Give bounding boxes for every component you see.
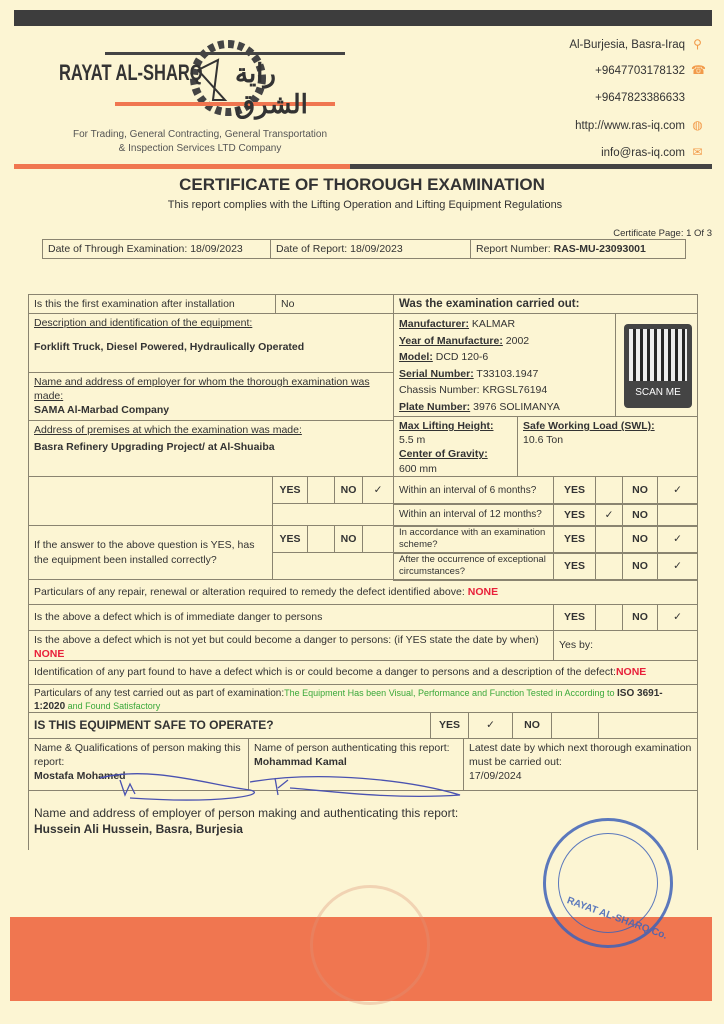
contact-address (569, 38, 704, 51)
installed-yes-label: YES (272, 525, 308, 553)
safe-no-box[interactable] (551, 712, 599, 739)
qr-cell (615, 313, 698, 417)
qr-pattern-icon (629, 329, 687, 381)
employer-label: Name and address of employer for whom the thorough examination was made: (34, 376, 370, 403)
report-number-value: RAS-MU-23093001 (553, 243, 646, 255)
blank-cell (28, 476, 273, 526)
interval-yes-label: YES (553, 525, 596, 554)
cog-value: 600 mm (399, 462, 437, 475)
identification-label: Identification of any part found to have a defect which is or could become a danger to persons and a description of the defect: (34, 666, 616, 679)
tagline-line2: & Inspection Services LTD Company (118, 143, 282, 154)
interval-yes-box[interactable] (595, 525, 623, 554)
interval-question: Within an interval of 12 months? (393, 503, 554, 527)
interval-yes-label: YES (553, 476, 596, 505)
company-stamp (543, 818, 673, 948)
next-date: 17/09/2024 (469, 770, 522, 783)
report-number-label: Report Number: (476, 243, 554, 255)
installed-question: If the answer to the above question is YES, has the equipment been installed correctly? (28, 525, 273, 580)
brand-name-ar: راية الشرق (235, 58, 308, 119)
test-result: and Found Satisfactory (65, 701, 161, 711)
website-link[interactable]: http://www.ras-iq.com (575, 119, 685, 132)
identification-value: NONE (615, 666, 647, 679)
certificate-subtitle: This report complies with the Lifting Operation and Lifting Equipment Regulations (167, 199, 563, 211)
watermark-seal (310, 885, 430, 1005)
contact-website[interactable] (575, 119, 704, 132)
yes-by-field[interactable]: Yes by: (553, 630, 698, 661)
interval-no-label: NO (622, 503, 658, 527)
phone2-text: +9647823386633 (595, 92, 685, 104)
tagline (40, 128, 360, 156)
model-label: Model: (399, 351, 433, 363)
interval-no-checkbox[interactable]: ✓ (657, 525, 698, 554)
interval-question: After the occurrence of exceptional circumstances? (393, 552, 554, 581)
employer-section (28, 372, 394, 421)
immediate-no-checkbox[interactable]: ✓ (657, 604, 698, 631)
premises-section (28, 420, 394, 477)
logo (55, 30, 355, 130)
interval-no-label: NO (622, 476, 658, 505)
employer-value: SAMA Al-Marbad Company (34, 404, 170, 417)
qr-code[interactable] (624, 324, 692, 408)
future-value: NONE (34, 648, 65, 661)
safe-yes-checkbox[interactable]: ✓ (468, 712, 513, 739)
email-link[interactable]: info@ras-iq.com (601, 146, 685, 159)
phone1-text: +9647703178132 (595, 64, 685, 77)
swl-cell (517, 416, 698, 477)
stamp-text: RAYAT AL-SHARQ Co. (565, 895, 669, 942)
blank-cell (272, 552, 394, 580)
test-row (28, 684, 698, 713)
interval-no-checkbox[interactable]: ✓ (657, 476, 698, 505)
first-no-label: NO (334, 476, 363, 504)
contact-phone2 (595, 92, 685, 104)
divider-orange (14, 164, 350, 169)
equipment-specs (393, 313, 616, 417)
next-label: Latest date by which next thorough examination must be carried out: (469, 742, 692, 769)
future-label: Is the above a defect which is not yet but could become a danger to persons: (if YES state the date by when) (34, 634, 539, 646)
exam-date: Date of Through Examination: 18/09/2023 (42, 239, 271, 259)
year-label: Year of Manufacture: (399, 334, 503, 347)
interval-no-label: NO (622, 525, 658, 554)
interval-no-checkbox[interactable]: ✓ (657, 552, 698, 581)
installed-yes-box[interactable] (307, 525, 335, 553)
location-pin-icon: ⚲ (693, 37, 702, 51)
interval-yes-box[interactable] (595, 552, 623, 581)
signatures (90, 760, 490, 810)
blank-cell (598, 712, 698, 739)
model-value: DCD 120-6 (432, 351, 489, 363)
first-yes-box[interactable] (307, 476, 335, 504)
repair-value: NONE (467, 585, 499, 598)
manufacturer-label: Manufacturer: (399, 318, 470, 330)
blank-cell (272, 503, 394, 526)
swl-label: Safe Working Load (SWL): (523, 420, 655, 432)
installed-no-label: NO (334, 525, 363, 553)
manufacturer-value: KALMAR (469, 318, 516, 330)
envelope-icon: ✉ (692, 145, 703, 159)
repair-label: Particulars of any repair, renewal or alteration required to remedy the defect identified above: (34, 585, 465, 598)
interval-yes-label: YES (553, 503, 596, 527)
carried-out-heading: Was the examination carried out: (393, 294, 698, 314)
immediate-yes-label: YES (553, 604, 596, 631)
top-dark-bar (14, 10, 712, 26)
interval-yes-box[interactable] (595, 476, 623, 505)
maker-label: Name & Qualifications of person making this report: (34, 742, 241, 769)
contact-email[interactable] (601, 146, 704, 159)
safe-no-label: NO (512, 712, 552, 739)
safe-question: IS THIS EQUIPMENT SAFE TO OPERATE? (28, 712, 431, 739)
plate-value: 3976 SOLIMANYA (470, 400, 560, 413)
chassis-number: Chassis Number: KRGSL76194 (399, 384, 548, 396)
first-exam-value: No (275, 294, 394, 314)
report-number (470, 239, 686, 259)
interval-question: In accordance with an examination scheme? (393, 525, 554, 554)
identification-row (28, 660, 698, 685)
safe-yes-label: YES (430, 712, 469, 739)
immediate-yes-box[interactable] (595, 604, 623, 631)
interval-no-box[interactable] (657, 503, 698, 527)
scan-me-label: SCAN ME (635, 387, 681, 398)
test-label: Particulars of any test carried out as part of examination: (34, 688, 285, 699)
brand-name-en: RAYAT AL-SHARQ (59, 60, 203, 85)
employer-person-label: Name and address of employer of person making and authenticating this report: (34, 806, 459, 820)
cog-label: Center of Gravity: (399, 448, 488, 461)
year-value: 2002 (502, 334, 530, 347)
serial-label: Serial Number: (399, 367, 474, 380)
test-standard: ISO 3691-1:2020 (34, 688, 663, 712)
desc-label: Description and identification of the equipment: (34, 317, 253, 329)
first-exam-label: Is this the first examination after installation (28, 294, 276, 314)
globe-icon: ◍ (692, 118, 703, 132)
contact-phone1 (595, 64, 704, 77)
telephone-icon: ☎ (691, 63, 706, 77)
certificate-title: CERTIFICATE OF THOROUGH EXAMINATION (179, 175, 545, 194)
employer-person-value: Hussein Ali Hussein, Basra, Burjesia (34, 822, 243, 837)
report-date: Date of Report: 18/09/2023 (270, 239, 471, 259)
installed-no-box[interactable] (362, 525, 394, 553)
test-value: The Equipment Has been Visual, Performance and Function Tested in According to (284, 688, 617, 698)
interval-no-label: NO (622, 552, 658, 581)
height-value: 5.5 m (399, 434, 426, 447)
lifting-height-cell (393, 416, 518, 477)
divider-dark (350, 164, 712, 169)
swl-value: 10.6 Ton (523, 434, 564, 447)
interval-question: Within an interval of 6 months? (393, 476, 554, 505)
address-text: Al-Burjesia, Basra-Iraq (569, 38, 685, 51)
serial-value: T33103.1947 (473, 367, 539, 380)
first-no-checkbox[interactable]: ✓ (362, 476, 394, 504)
tagline-line1: For Trading, General Contracting, General Transportation (72, 129, 328, 140)
maker-name: Mostafa Mohamed (34, 770, 126, 783)
first-yes-label: YES (272, 476, 308, 504)
immediate-no-label: NO (622, 604, 658, 631)
repair-row (28, 579, 698, 605)
premises-value: Basra Refinery Upgrading Project/ at Al-Shuaiba (34, 441, 275, 454)
premises-label: Address of premises at which the examination was made: (34, 424, 302, 436)
plate-label: Plate Number: (399, 400, 471, 413)
height-label: Max Lifting Height: (399, 420, 494, 432)
interval-yes-label: YES (553, 552, 596, 581)
immediate-danger-label: Is the above a defect which is of immediate danger to persons (28, 604, 554, 631)
auth-name: Mohammad Kamal (254, 756, 347, 769)
auth-label: Name of person authenticating this report: (254, 742, 450, 754)
next-exam-cell (463, 738, 698, 791)
interval-yes-checkbox[interactable]: ✓ (595, 503, 623, 527)
page-info: Certificate Page: 1 Of 3 (613, 228, 712, 239)
desc-value: Forklift Truck, Diesel Powered, Hydraulically Operated (34, 341, 305, 354)
equipment-description (28, 313, 394, 373)
future-danger-row (28, 630, 554, 661)
